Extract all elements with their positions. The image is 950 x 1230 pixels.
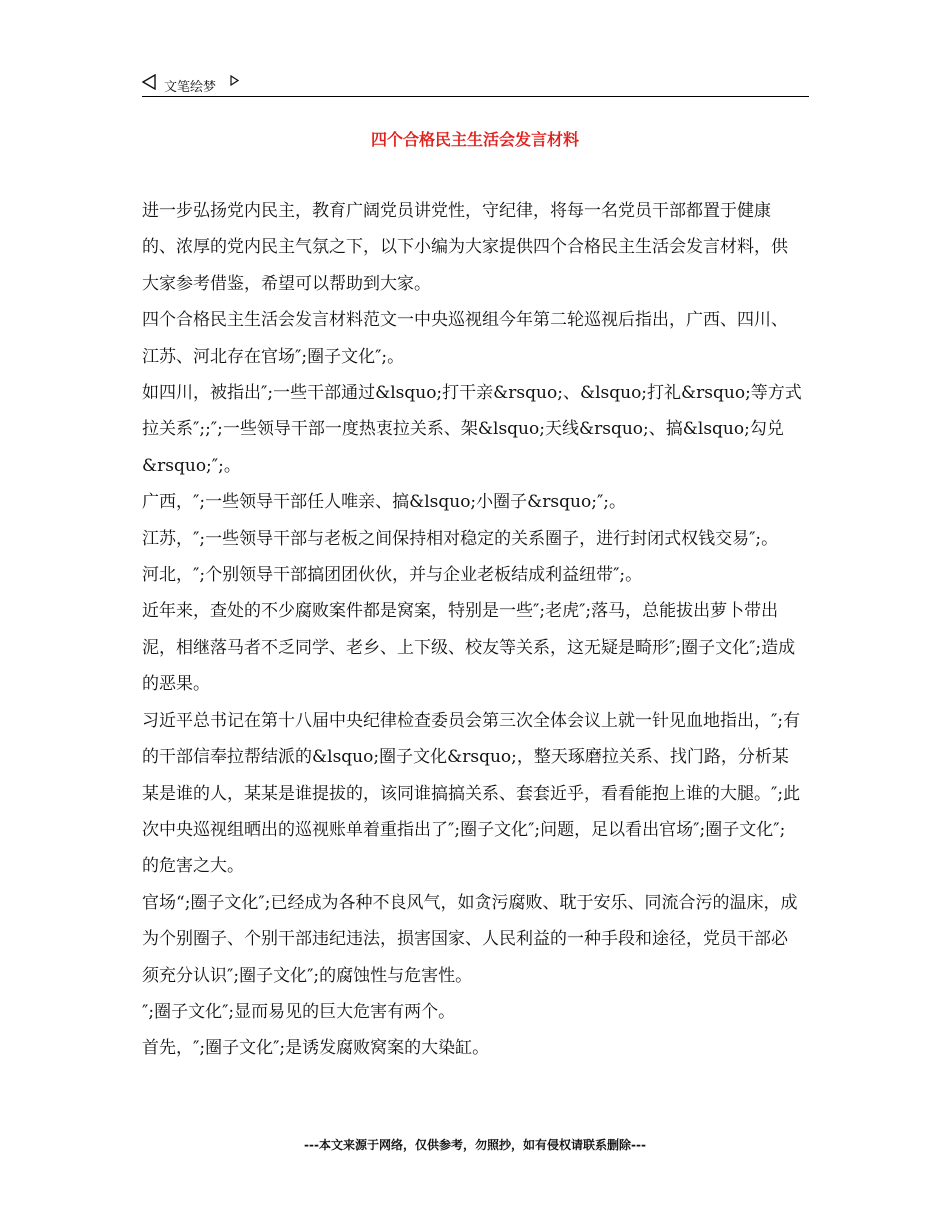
paragraph: 河北，″;个别领导干部搞团团伙伙，并与企业老板结成利益纽带″;。 (142, 565, 643, 586)
paragraph: 四个合格民主生活会发言材料范文一中央巡视组今年第二轮巡视后指出，广西、四川、江苏、河北存在官场″;圈子文化″;。 (142, 310, 788, 367)
paragraph: ″;圈子文化″;显而易见的巨大危害有两个。 (142, 1001, 456, 1022)
paragraph: 习近平总书记在第十八届中央纪律检查委员会第三次全体会议上就一针见血地指出，″;有的干部信奉拉帮结派的&lsquo;圈子文化&rsquo;，整天琢磨拉关系、找门路，分析某某是谁的人，某某是谁提拔的，该同谁搞搞关系、套套近乎，看看能抱上谁的大腿。″;此次中央巡视组晒出的巡视账单着重指出了″;圈子文化″;问题，足以看出官场″;圈子文化″;的危害之大。 (142, 710, 801, 877)
paragraph: 江苏，″;一些领导干部与老板之间保持相对稳定的关系圈子，进行封闭式权钱交易″;。 (142, 528, 779, 549)
document-body (142, 193, 802, 1067)
header-brand: 文笔绘梦 (164, 80, 217, 95)
paragraph: 进一步弘扬党内民主，教育广阔党员讲党性，守纪律，将每一名党员干部都置于健康的、浓厚的党内民主气氛之下，以下小编为大家提供四个合格民主生活会发言材料，供大家参考借鉴，希望可以帮助到大家。 (142, 201, 788, 294)
paragraph: 广西，″;一些领导干部任人唯亲、搞&lsquo;小圈子&rsquo;″;。 (142, 492, 627, 513)
paragraph: 如四川，被指出″;一些干部通过&lsquo;打干亲&rsquo;、&lsquo;打礼&rsquo;等方式拉关系″;;″;一些领导干部一度热衷拉关系、架&lsquo;天线&rsquo;、搞&lsquo;勾兑&rsquo;″;。 (142, 383, 802, 476)
page-footer: ---本文来源于网络，仅供参考，勿照抄，如有侵权请联系删除--- (304, 1138, 646, 1152)
triangle-right-outline-icon (230, 75, 239, 86)
paragraph: 首先，″;圈子文化″;是诱发腐败窝案的大染缸。 (142, 1038, 490, 1059)
page-header (142, 72, 809, 97)
paragraph: 近年来，查处的不少腐败案件都是窝案，特别是一些″;老虎″;落马，总能拔出萝卜带出泥，相继落马者不乏同学、老乡、上下级、校友等关系，这无疑是畸形″;圈子文化″;造成的恶果。 (142, 601, 796, 695)
paragraph: 官场“;圈子文化″;已经成为各种不良风气，如贪污腐败、耽于安乐、同流合污的温床，成为个别圈子、个别干部违纪违法，损害国家、人民利益的一种手段和途径，党员干部必须充分认识″;圈子文化″;的腐蚀性与危害性。 (142, 892, 798, 986)
triangle-left-outline-icon (142, 74, 156, 90)
document-title: 四个合格民主生活会发言材料 (370, 130, 579, 149)
